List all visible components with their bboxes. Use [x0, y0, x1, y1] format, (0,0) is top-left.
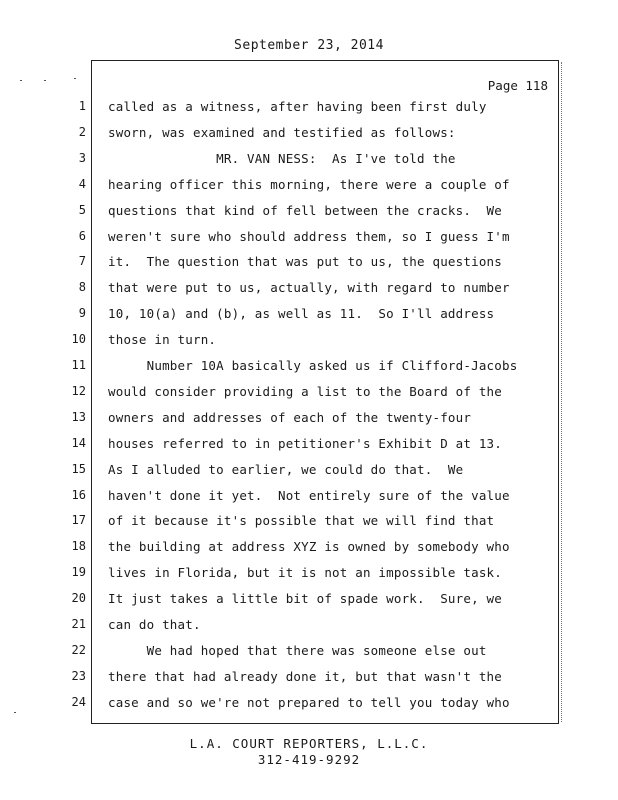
- line-number: 23: [71, 669, 86, 683]
- transcript-line: We had hoped that there was someone else out: [108, 643, 487, 658]
- line-number: 22: [71, 643, 86, 657]
- scan-speck: [74, 78, 76, 79]
- line-number: 17: [71, 513, 86, 527]
- line-number: 19: [71, 565, 86, 579]
- page-edge-border: [561, 62, 564, 722]
- transcript-line: would consider providing a list to the Board of the: [108, 384, 503, 399]
- line-number: 5: [78, 203, 86, 217]
- transcript-line: lives in Florida, but it is not an impossible task.: [108, 565, 503, 580]
- transcript-line: questions that kind of fell between the cracks. We: [108, 203, 503, 218]
- line-number: 24: [71, 695, 86, 709]
- transcript-line: there that had already done it, but that wasn't the: [108, 669, 503, 684]
- transcript-line: haven't done it yet. Not entirely sure of the value: [108, 488, 510, 503]
- line-number: 3: [78, 151, 86, 165]
- line-number: 9: [78, 306, 86, 320]
- transcript-line: hearing officer this morning, there were a couple of: [108, 177, 510, 192]
- scan-speck: [14, 712, 16, 713]
- transcript-line: case and so we're not prepared to tell you today who: [108, 695, 510, 710]
- transcript-date-header: September 23, 2014: [234, 38, 384, 53]
- line-number: 21: [71, 617, 86, 631]
- scan-speck: [44, 80, 46, 81]
- scan-speck: [20, 80, 22, 81]
- transcript-line: As I alluded to earlier, we could do that. We: [108, 462, 464, 477]
- line-number: 2: [78, 125, 86, 139]
- transcript-line: called as a witness, after having been first duly: [108, 99, 487, 114]
- line-number: 7: [78, 254, 86, 268]
- line-number: 1: [78, 99, 86, 113]
- line-number: 4: [78, 177, 86, 191]
- line-number: 11: [71, 358, 86, 372]
- line-number: 10: [71, 332, 86, 346]
- transcript-line: that were put to us, actually, with regard to number: [108, 280, 510, 295]
- line-number: 8: [78, 280, 86, 294]
- transcript-line: of it because it's possible that we will find that: [108, 513, 495, 528]
- transcript-line: it. The question that was put to us, the questions: [108, 254, 503, 269]
- transcript-line: MR. VAN NESS: As I've told the: [108, 151, 456, 166]
- transcript-line: weren't sure who should address them, so I guess I'm: [108, 229, 510, 244]
- reporter-phone: 312-419-9292: [257, 752, 361, 767]
- transcript-line: Number 10A basically asked us if Clifford-Jacobs: [108, 358, 518, 373]
- transcript-line: sworn, was examined and testified as follows:: [108, 125, 456, 140]
- transcript-line: It just takes a little bit of spade work. Sure, we: [108, 591, 503, 606]
- line-number: 14: [71, 436, 86, 450]
- transcript-line: can do that.: [108, 617, 201, 632]
- line-number: 16: [71, 488, 86, 502]
- transcript-line: owners and addresses of each of the twenty-four: [108, 410, 472, 425]
- line-number: 13: [71, 410, 86, 424]
- transcript-line: 10, 10(a) and (b), as well as 11. So I'll address: [108, 306, 495, 321]
- line-number: 15: [71, 462, 86, 476]
- page-number: Page 118: [487, 78, 548, 93]
- line-number: 18: [71, 539, 86, 553]
- line-number: 6: [78, 229, 86, 243]
- transcript-line: those in turn.: [108, 332, 217, 347]
- reporter-company: L.A. COURT REPORTERS, L.L.C.: [189, 736, 429, 751]
- line-number: 12: [71, 384, 86, 398]
- transcript-line: the building at address XYZ is owned by somebody who: [108, 539, 510, 554]
- transcript-line: houses referred to in petitioner's Exhibit D at 13.: [108, 436, 503, 451]
- line-number: 20: [71, 591, 86, 605]
